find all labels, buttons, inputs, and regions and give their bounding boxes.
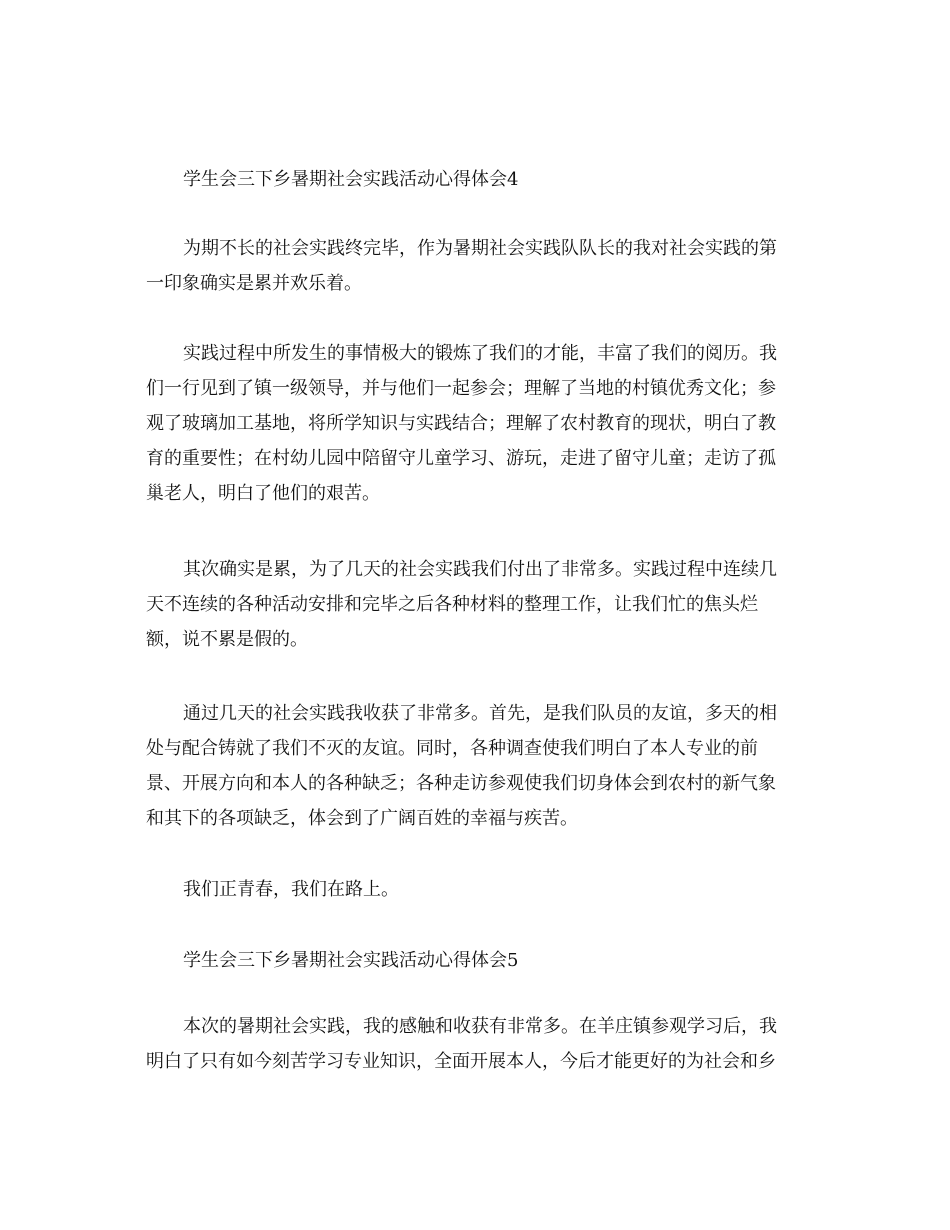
paragraph-line: 通过几天的社会实践我收获了非常多。首先，是我们队员的友谊，多天的相: [183, 703, 777, 724]
paragraph-line: 我们正青春，我们在路上。: [183, 879, 399, 900]
paragraph-line: 们一行见到了镇一级领导，并与他们一起参会；理解了当地的村镇优秀文化；参: [146, 378, 776, 399]
paragraph-line: 处与配合铸就了我们不灭的友谊。同时，各种调查使我们明白了本人专业的前: [146, 738, 758, 759]
paragraph-line: 其次确实是累，为了几天的社会实践我们付出了非常多。实践过程中连续几: [183, 559, 777, 580]
section-heading-5: 学生会三下乡暑期社会实践活动心得体会5: [183, 950, 519, 971]
paragraph-line: 实践过程中所发生的事情极大的锻炼了我们的才能，丰富了我们的阅历。我: [183, 343, 777, 364]
paragraph-line: 为期不长的社会实践终完毕，作为暑期社会实践队队长的我对社会实践的第: [183, 238, 777, 259]
paragraph-line: 本次的暑期社会实践，我的感触和收获有非常多。在羊庄镇参观学习后，我: [183, 1016, 777, 1037]
paragraph-line: 额，说不累是假的。: [146, 629, 308, 650]
section-heading-4: 学生会三下乡暑期社会实践活动心得体会4: [183, 169, 519, 190]
paragraph-line: 和其下的各项缺乏，体会到了广阔百姓的幸福与疾苦。: [146, 808, 578, 829]
paragraph-line: 明白了只有如今刻苦学习专业知识，全面开展本人，今后才能更好的为社会和乡: [146, 1051, 776, 1072]
paragraph-line: 巢老人，明白了他们的艰苦。: [146, 483, 380, 504]
paragraph-line: 天不连续的各种活动安排和完毕之后各种材料的整理工作，让我们忙的焦头烂: [146, 594, 758, 615]
paragraph-line: 一印象确实是累并欢乐着。: [146, 273, 362, 294]
paragraph-line: 育的重要性；在村幼儿园中陪留守儿童学习、游玩，走进了留守儿童；走访了孤: [146, 448, 776, 469]
paragraph-line: 景、开展方向和本人的各种缺乏；各种走访参观使我们切身体会到农村的新气象: [146, 773, 776, 794]
paragraph-line: 观了玻璃加工基地，将所学知识与实践结合；理解了农村教育的现状，明白了教: [146, 413, 776, 434]
